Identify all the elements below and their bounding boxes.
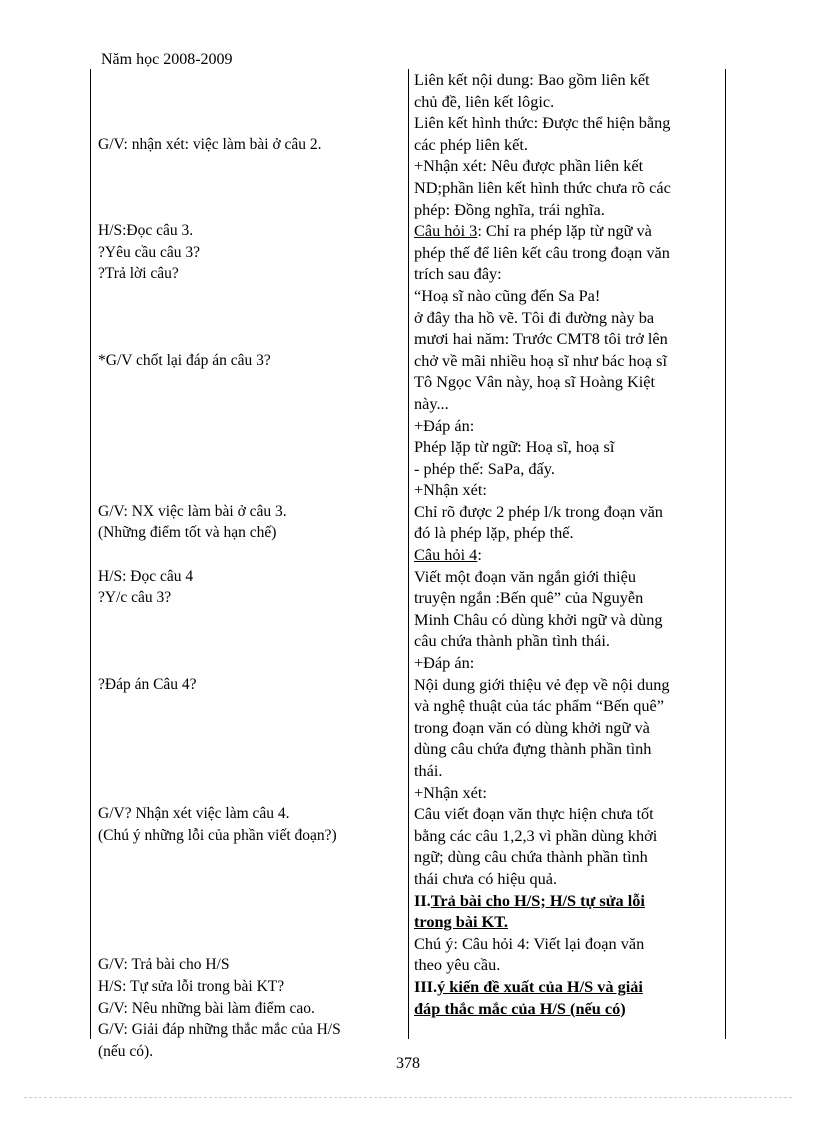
section-3-number: III.	[414, 976, 438, 996]
content-line: Nội dung giới thiệu vẻ đẹp về nội dung	[414, 674, 670, 694]
school-year-header: Năm học 2008-2009	[101, 51, 233, 68]
content-line: +Đáp án:	[414, 653, 475, 673]
lesson-table	[90, 69, 726, 1060]
content-line: +Đáp án:	[414, 415, 475, 435]
content-line: theo yêu cầu.	[414, 955, 501, 975]
content-line: mươi hai năm: Trước CMT8 tôi trở lên	[414, 329, 668, 349]
question-4-colon: :	[477, 545, 482, 565]
content-line: ở đây tha hồ vẽ. Tôi đi đường này ba	[414, 307, 655, 327]
section-3-heading	[414, 976, 720, 998]
question-4-line	[414, 544, 720, 566]
activity-line: H/S:Đọc câu 3.	[98, 222, 194, 240]
section-2-title: Trả bài cho H/S; H/S tự sửa lỗi	[430, 890, 645, 910]
page-number: 378	[396, 1055, 420, 1072]
question-4-heading: Câu hỏi 4	[414, 545, 478, 565]
activity-line: G/V: Giải đáp những thắc mắc của H/S	[98, 1021, 341, 1039]
activity-line: (nếu có).	[98, 1042, 154, 1060]
content-line: thái.	[414, 761, 443, 780]
content-line: và nghệ thuật của tác phẩm “Bến quê”	[414, 696, 664, 716]
section-2-heading	[414, 890, 720, 912]
content-line: dùng câu chứa đựng thành phần tình	[414, 739, 652, 759]
content-line: “Hoạ sĩ nào cũng đến Sa Pa!	[414, 285, 601, 305]
content-line: Viết một đoạn văn ngắn giới thiệu	[414, 566, 636, 586]
content-line: bằng các câu 1,2,3 vì phần dùng khởi	[414, 825, 658, 845]
content-line: Câu viết đoạn văn thực hiện chưa tốt	[414, 804, 654, 824]
content-line: truyện ngắn :Bến quê” của Nguyễn	[414, 588, 644, 608]
activity-line: *G/V chốt lại đáp án câu 3?	[98, 351, 271, 369]
content-column	[414, 69, 720, 1019]
activity-line: H/S: Tự sửa lỗi trong bài KT?	[98, 977, 285, 995]
content-line: phép thế để liên kết câu trong đoạn văn	[414, 242, 670, 262]
content-line: chở về mãi nhiều hoạ sĩ như bác hoạ sĩ	[414, 350, 667, 370]
content-line: này...	[414, 393, 449, 413]
content-line: đó là phép lặp, phép thế.	[414, 523, 574, 543]
question-3-heading: Câu hỏi 3	[414, 221, 478, 241]
footer-divider	[24, 1097, 792, 1098]
question-3-text: : Chỉ ra phép lặp từ ngữ và	[477, 221, 652, 241]
activity-line: ?Y/c câu 3?	[98, 589, 172, 607]
activity-line: G/V: nhận xét: việc làm bài ở câu 2.	[98, 135, 322, 153]
content-line: các phép liên kết.	[414, 134, 528, 154]
content-line: Tô Ngọc Vân này, hoạ sĩ Hoàng Kiệt	[414, 372, 655, 392]
content-line: Chú ý: Câu hỏi 4: Viết lại đoạn văn	[414, 933, 645, 953]
content-line: Phép lặp từ ngữ: Hoạ sĩ, hoạ sĩ	[414, 437, 615, 457]
activity-line: ?Yêu cầu câu 3?	[98, 243, 200, 261]
table-border-right	[725, 69, 726, 1039]
table-border-left	[90, 69, 91, 1039]
content-line: câu chứa thành phần tình thái.	[414, 631, 610, 651]
activity-line: G/V? Nhận xét việc làm câu 4.	[98, 805, 290, 823]
content-line: +Nhận xét:	[414, 782, 487, 802]
question-3-line	[414, 220, 720, 242]
content-line: phép: Đồng nghĩa, trái nghĩa.	[414, 199, 605, 219]
content-line: chủ đề, liên kết lôgic.	[414, 91, 555, 111]
activity-line: (Những điểm tốt và hạn chế)	[98, 524, 277, 542]
section-3-title-cont: đáp thắc mắc của H/S (nếu có)	[414, 998, 626, 1018]
section-3-title: ý kiến đề xuất của H/S và giải	[437, 976, 643, 996]
activity-line: H/S: Đọc câu 4	[98, 567, 194, 585]
activity-line: G/V: NX việc làm bài ở câu 3.	[98, 502, 287, 520]
content-line: Minh Châu có dùng khởi ngữ và dùng	[414, 609, 663, 629]
teacher-student-activity-column	[98, 69, 403, 1062]
content-line: +Nhận xét:	[414, 480, 487, 500]
content-line: trong đoạn văn có dùng khởi ngữ và	[414, 717, 650, 737]
section-2-title-cont: trong bài KT.	[414, 912, 508, 932]
content-line: +Nhận xét: Nêu được phần liên kết	[414, 156, 644, 176]
content-line: thái chưa có hiệu quả.	[414, 868, 558, 888]
content-line: Liên kết nội dung: Bao gồm liên kết	[414, 70, 650, 89]
content-line: Liên kết hình thức: Được thể hiện bằng	[414, 113, 671, 133]
table-border-middle	[408, 69, 409, 1039]
content-line: Chỉ rõ được 2 phép l/k trong đoạn văn	[414, 501, 663, 521]
activity-line: G/V: Nêu những bài làm điểm cao.	[98, 999, 315, 1017]
content-line: ngữ; dùng câu chứa thành phần tình	[414, 847, 648, 867]
activity-line: (Chú ý những lỗi của phần viết đoạn?)	[98, 826, 337, 844]
activity-line: ?Đáp án Câu 4?	[98, 675, 197, 693]
activity-line: ?Trả lời câu?	[98, 265, 179, 283]
content-line: ND;phần liên kết hình thức chưa rõ các	[414, 177, 671, 197]
content-line: trích sau đây:	[414, 264, 502, 284]
activity-line: G/V: Trả bài cho H/S	[98, 956, 230, 974]
section-2-number: II.	[414, 890, 431, 910]
content-line: - phép thế: SaPa, đấy.	[414, 458, 555, 478]
